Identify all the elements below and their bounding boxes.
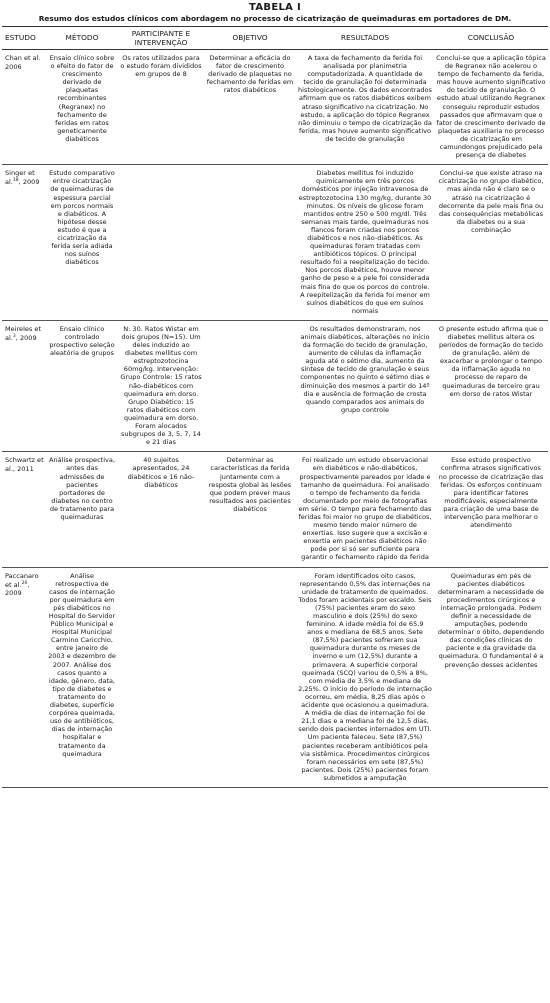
cell-objetivo: Determinar a eficácia do fator de crescimento derivado de plaquetas no fechamento de feridas em ratos diabéticos — [204, 50, 296, 165]
cell-estudo: Singer et al.$^{18}$, 2009 — [2, 165, 46, 321]
cell-resultados: A taxa de fechamento da ferida foi analisada por planimetria computadorizada. A quantidade de tecido de granulação foi determinada histologicamente. Os dados encontrados afirmam que os ratos diabéticos exibem atraso significativo na cicatrização. No estudo, a aplicação do tópico Regranex não diminuiu o tempo de cicatrização da ferida, mas houve aumento significativo de tecido de granulação — [296, 50, 434, 165]
header-resultados: RESULTADOS — [296, 27, 434, 50]
cell-estudo: Schwartz et al., 2011 — [2, 452, 46, 567]
cell-participante: 40 sujeitos apresentados, 24 diabéticos e 16 não-diabéticos — [118, 452, 204, 567]
cell-objetivo: Determinar as características da ferida juntamente com a resposta global às lesões que podem prever maus resultados aos pacientes diabéticos — [204, 452, 296, 567]
cell-estudo: Paccanaro et al.$^{20}$, 2009 — [2, 567, 46, 787]
cell-resultados: Foram identificados oito casos, representando 0,5% das internações na unidade de tratamento de queimados. Todos foram acidentais por escaldo. Seis (75%) pacientes eram do sexo masculino e dois (25%) do sexo feminino. A idade média foi de 65,9 anos e mediana de 68,5 anos. Sete (87,5%) pacientes sofreram sua queimadura durante os meses de inverno e um (12,5%) durante a primavera. A superfície corporal queimada (SCQ) variou de 0,5% a 8%, com média de 3,5% e mediana de 2,25%. O início do período de internação ocorreu, em média, 8,25 dias após o acidente que ocasionou a queimadura. A média de dias de internação foi de 21,1 dias e a mediana foi de 12,5 dias, sendo dois pacientes internados em UTI. Um paciente faleceu. Sete (87,5%) pacientes receberam antibióticos pela via sistêmica. Procedimentos cirúrgicos foram necessários em sete (87,5%) pacientes. Dois (25%) pacientes foram submetidos a amputação — [296, 567, 434, 787]
cell-resultados: Foi realizado um estudo observacional em diabéticos e não-diabéticos, prospectivamente pareados por idade e tamanho de queimadura. Foi analisado o tempo de fechamento da ferida documentado por meio de fotografias em série. O tempo para fechamento das feridas foi maior no grupo de diabéticos, mesmo tendo maior número de enxertias. Isso sugere que a excisão e enxertia em pacientes diabéticos não pode por si só ser suficiente para garantir o fechamento rápido da ferida — [296, 452, 434, 567]
cell-conclusao: Esse estudo prospectivo confirma atrasos significativos no processo de cicatrização das feridas. Os esforços continuam para identificar fatores modificáveis, especialmente para criação de uma base de intervenção para melhorar o atendimento — [434, 452, 548, 567]
header-conclusao: CONCLUSÃO — [434, 27, 548, 50]
cell-metodo: Ensaio clínico sobre o efeito do fator de crescimento derivado de plaquetas recombinantes (Regranex) no fechamento de feridas em ratos geneticamente diabéticos — [46, 50, 118, 165]
table-row — [2, 452, 548, 567]
cell-conclusao: Queimaduras em pés de pacientes diabéticos determinaram a necessidade de procedimentos cirúrgicos e internação prolongada. Podem definir a necessidade de amputações, podendo determinar o óbito, dependendo das condições clínicas do paciente e da gravidade da queimadura. O fundamental é a prevenção desses acidentes — [434, 567, 548, 787]
cell-conclusao: Conclui-se que a aplicação tópica de Regranex não acelerou o tempo de fechamento da ferida, mas houve aumento significativo do tecido de granulação. O estudo atual utilizando Regranex conseguiu reproduzir estudos passados que afirmavam que o fator de crescimento derivado de plaquetas auxiliaria no processo de cicatrização em camundongos prejudicado pela presença de diabetes — [434, 50, 548, 165]
cell-participante — [118, 567, 204, 787]
table-row — [2, 567, 548, 787]
cell-resultados: Os resultados demonstraram, nos animais diabéticos, alterações no início da formação do tecido de granulação, aumento de células da inflamação aguda até o sétimo dia, aumento da síntese de tecido de granulação e seus componentes no quinto e sétimo dias e diminuição dos mesmos a partir do 14º dia e ausência de formação de crosta quando comparados aos animais do grupo controle — [296, 320, 434, 451]
header-estudo: ESTUDO — [2, 27, 46, 50]
table-row — [2, 165, 548, 321]
table-row — [2, 50, 548, 165]
header-objetivo: OBJETIVO — [204, 27, 296, 50]
cell-participante: Os ratos utilizados para o estudo foram divididos em grupos de 8 — [118, 50, 204, 165]
table-row — [2, 320, 548, 451]
cell-objetivo — [204, 165, 296, 321]
cell-objetivo — [204, 320, 296, 451]
cell-conclusao: Conclui-se que existe atraso na cicatrização no grupo diabético, mas ainda não é claro se o atraso na cicatrização é decorrente da pele mais fina ou das consequências metabólicas da diabetes ou a sua combinação — [434, 165, 548, 321]
table-title: TABELA I — [249, 2, 301, 13]
table-header-row — [2, 27, 548, 50]
cell-resultados: Diabetes mellitus foi induzido quimicamente em três porcos domésticos por injeção intravenosa de estreptozotocina 130 mg/kg, durante 30 minutos. Os níveis de glicose foram mantidos entre 250 e 500 mg/dl. Três semanas mais tarde, queimaduras nos flancos foram criadas nos porcos diabéticos e nos não-diabéticos. As queimaduras foram tratadas com antibióticos tópicos. O principal resultado foi a reepitelização do tecido. Nos porcos diabéticos, houve menor ganho de peso e a pele foi considerada mais fina do que os porcos do controle. A reepitelização da ferida foi menor em suínos diabéticos do que em suínos normais — [296, 165, 434, 321]
header-metodo: MÉTODO — [46, 27, 118, 50]
cell-metodo: Estudo comparativo entre cicatrização de queimaduras de espessura parcial em porcos normais e diabéticos. A hipótese desse estudo é que a cicatrização da ferida seria adiada nos suínos diabéticos — [46, 165, 118, 321]
header-participante: PARTICIPANTE E INTERVENÇÃO — [118, 27, 204, 50]
table-caption: Resumo dos estudos clínicos com abordagem no processo de cicatrização de queimaduras em portadores de DM. — [38, 14, 512, 23]
cell-estudo: Chan et al. 2006 — [2, 50, 46, 165]
cell-estudo: Meireles et al.$^3$, 2009 — [2, 320, 46, 451]
cell-conclusao: O presente estudo afirma que o diabetes mellitus altera os períodos de formação do tecido de granulação, além de exacerbar e prolongar o tempo da inflamação aguda no processo de reparo de queimaduras de terceiro grau em dorso de ratos Wistar — [434, 320, 548, 451]
cell-metodo: Análise retrospectiva de casos de internação por queimadura em pés diabéticos no Hospital do Servidor Público Municipal e Hospital Municipal Carmino Caricchio, entre janeiro de 2003 e dezembro de 2007. Análise dos casos quanto a idade, gênero, data, tipo de diabetes e tratamento do diabetes, superfície corpórea queimada, uso de antibióticos, dias de internação hospitalar e tratamento da queimadura — [46, 567, 118, 787]
cell-metodo: Análise prospectiva, antes das admissões de pacientes portadores de diabetes no centro de tratamento para queimaduras — [46, 452, 118, 567]
cell-objetivo — [204, 567, 296, 787]
cell-participante — [118, 165, 204, 321]
studies-table — [2, 26, 548, 788]
cell-participante: N: 30. Ratos Wistar em dois grupos (N=15). Um deles induzido ao diabetes mellitus com estreptozotocina 60mg/kg. Intervenção: Grupo Controle: 15 ratos não-diabéticos com queimadura em dorso. Grupo Diabético: 15 ratos diabéticos com queimadura em dorso. Foram alocados subgrupos de 3, 5, 7, 14 e 21 dias — [118, 320, 204, 451]
cell-metodo: Ensaio clínico controlado prospectivo seleção aleatória de grupos — [46, 320, 118, 451]
